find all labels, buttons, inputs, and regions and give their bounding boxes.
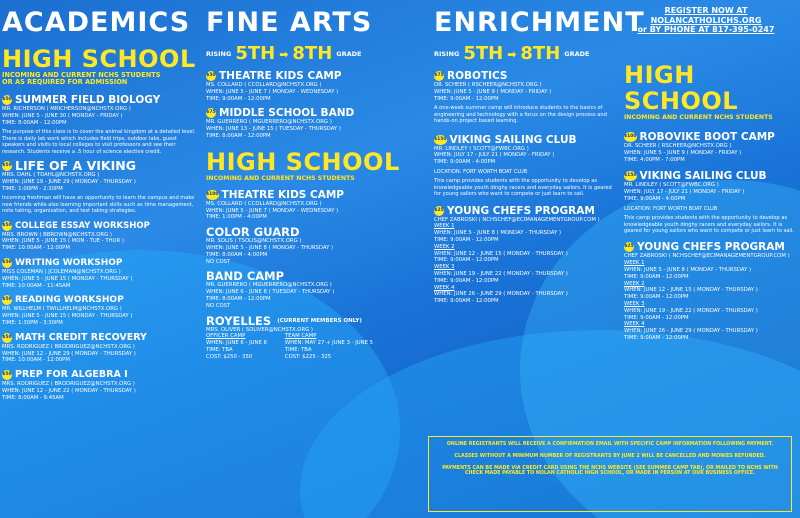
dates: WHEN: JUNE 5 - JUNE 8 ( MONDAY - THURSDAY ) xyxy=(434,230,562,237)
cost: COST: $225 - 325 xyxy=(284,353,332,360)
instructor: MS. COLLARD ( CCOLLARD@NCHSTX.ORG ) xyxy=(206,200,322,207)
course-block xyxy=(206,226,420,265)
course-name: ROBOTICS xyxy=(447,70,508,82)
course-name: THEATRE KIDS CAMP xyxy=(221,188,344,201)
course-title xyxy=(624,170,798,182)
instructor: CHEF ZABROSKI ( NCHSCHEF@ECIMANAGEMENTGROUP.COM ) xyxy=(624,253,790,260)
instructor: MRS. BROWN ( BBROWN@NCHSTX.ORG ) xyxy=(2,231,112,238)
course-block xyxy=(2,369,198,401)
course-title: BAND CAMP xyxy=(206,269,285,284)
instructor: MRS. OLIVER ( SOLIVER@NCHSTX.ORG ) xyxy=(206,326,313,333)
academics-column xyxy=(2,0,198,402)
dates: WHEN: MAY 27 + JUNE 3 - JUNE 5 xyxy=(284,340,374,347)
grade-from: 5TH xyxy=(235,43,276,64)
time: TIME: 1:30PM - 3:30PM xyxy=(2,320,63,326)
dates: WHEN: JUNE 5 - JUNE 9 ( MONDAY - FRIDAY ) xyxy=(624,149,742,156)
course-title xyxy=(206,70,420,82)
section-title: FINE ARTS xyxy=(206,7,373,38)
time: TIME: 8:00AM - 12:00PM xyxy=(206,295,271,302)
time: TIME: 9:00AM - 12:00PM xyxy=(624,273,689,280)
dates: WHEN: JUNE 19 - JUNE 29 ( MONDAY - THURSDAY ) xyxy=(2,178,136,185)
price-badge-icon: $100 xyxy=(206,190,219,200)
course-title xyxy=(2,332,198,344)
section-title: ACADEMICS xyxy=(2,7,191,38)
dates: WHEN: JUNE 5 - JUNE 30 ( MONDAY - FRIDAY ) xyxy=(2,112,123,119)
course-block xyxy=(434,134,620,198)
dates: WHEN: JUNE 19 - JUNE 22 ( MONDAY - THURSDAY ) xyxy=(434,271,568,277)
course-block xyxy=(206,315,420,361)
grade-label: GRADE xyxy=(336,50,362,58)
time: TIME: 8:00AM - 4:00PM xyxy=(206,251,268,258)
instructor: MR. RICHERSON ( MRICHERSON@NCHSTX.ORG ) xyxy=(2,106,131,112)
course-block xyxy=(206,107,420,139)
instructor: MISS COLEMAN ( JCOLEMAN@NCHSTX.ORG ) xyxy=(2,269,121,276)
cost: COST: $250 - 350 xyxy=(206,353,253,360)
course-title xyxy=(434,70,620,82)
course-title xyxy=(2,369,198,381)
time: TIME: 10:00AM - 12:00PM xyxy=(2,357,70,364)
grade-from: 5TH xyxy=(463,43,504,64)
description: This camp provides students with the opportunity to develop as knowledgeable youth dinghy racers and everyday sailors. It is geared for young sailors who want to compete or just learn to sail. xyxy=(434,178,612,198)
high-school-heading: HIGH SCHOOL xyxy=(206,147,400,176)
price-badge-icon: $25 xyxy=(624,242,634,252)
cost: NO COST xyxy=(206,258,231,265)
high-school-heading: HIGH SCHOOL xyxy=(2,45,196,73)
price-badge-icon: $25 xyxy=(434,206,444,216)
registration-info xyxy=(616,6,796,35)
price-badge-icon: $75 xyxy=(434,71,444,81)
time: TIME: 9:00AM - 4:00PM xyxy=(434,159,496,166)
description: This camp provides students with the opportunity to develop as knowledgeable youth dinghy racers and everyday sailors. It is geared for young sailors who want to compete or just learn to sail. xyxy=(624,215,794,234)
description: Incoming freshman will have an opportunity to learn the campus and make new friends while also learning important skills such as time management, note taking, organization, and test taking strategies. xyxy=(2,195,195,215)
time: TIME: 1:00PM - 4:00PM xyxy=(206,214,267,221)
course-name: YOUNG CHEFS PROGRAM xyxy=(447,204,595,217)
arrow-right-icon: ➡ xyxy=(507,47,517,61)
high-school-heading: HIGH SCHOOL xyxy=(624,61,739,115)
instructor: MS. COLLARD ( CCOLLARD@NCHSTX.ORG ) xyxy=(206,82,322,88)
price-badge-icon: $50 xyxy=(2,370,12,380)
course-name: YOUNG CHEFS PROGRAM xyxy=(637,241,785,254)
grade-to: 8TH xyxy=(292,43,333,64)
course-title xyxy=(206,107,420,119)
course-name: PREP FOR ALGEBRA I xyxy=(15,369,128,381)
week-label: WEEK 3 xyxy=(434,264,455,271)
notice-line: ONLINE REGISTRANTS WILL RECEIVE A CONFIRMATION EMAIL WITH SPECIFIC CAMP INFORMATION FOLLOWING PAYMENT. xyxy=(446,442,774,447)
week-label: WEEK 2 xyxy=(624,280,645,287)
description: The purpose of this class is to cover the animal kingdom at a detailed level. There is daily lab work which includes field trips, outdoor labs, guest speakers and visits to local colleges to visit professors and see their research. Students receive a .5 hour of science elective credit. xyxy=(2,129,196,155)
time: TIME: TBA xyxy=(206,346,233,353)
dates: WHEN: JUNE 5 - JUNE 8 ( MONDAY - THURSDAY ) xyxy=(624,267,752,273)
description: A one-week summer camp will introduce students to the basics of engineering and technology with a focus on the design process and hands-on project based learning. xyxy=(434,105,607,125)
course-name: VIKING SAILING CLUB xyxy=(449,133,577,146)
week-label: WEEK 4 xyxy=(624,321,645,328)
dates: WHEN: JUNE 13 - JUNE 15 ( TUESDAY - THURSDAY ) xyxy=(206,126,341,133)
course-name: WRITING WORKSHOP xyxy=(15,258,123,269)
time: TIME: 8:00AM - 12:00PM xyxy=(206,132,271,139)
week-label: WEEK 4 xyxy=(434,284,455,291)
grade-range xyxy=(206,44,420,64)
course-title xyxy=(206,189,420,201)
course-name: ROYELLES xyxy=(206,313,272,328)
price-badge-icon: $50 xyxy=(2,333,12,343)
time: TIME: 8:00AM - 12:00PM xyxy=(2,119,67,126)
dates: WHEN: JUNE 19 - JUNE 22 ( MONDAY - THURSDAY ) xyxy=(624,307,758,314)
instructor: DR. SCHEER ( RSCHEER@NCHSTX.ORG ) xyxy=(434,82,542,88)
course-title xyxy=(2,160,198,172)
week-label: WEEK 3 xyxy=(624,300,645,307)
hs-enrichment-column xyxy=(624,62,798,342)
instructor: MR. WILLHELM ( TWILLHELM@NCHSTX.ORG ) xyxy=(2,306,122,313)
register-phone-text: or BY PHONE AT 817-395-0247 xyxy=(637,25,775,34)
week-label: WEEK 1 xyxy=(434,223,455,230)
eligibility-subtitle: INCOMING AND CURRENT NCHS STUDENTS xyxy=(624,114,773,121)
price-badge-icon: $50 xyxy=(2,221,12,231)
dates: WHEN: JUNE 5 - JUNE 7 ( MONDAY - WEDNESDAY ) xyxy=(206,88,339,95)
section-title: ENRICHMENT xyxy=(434,7,645,38)
price-badge-icon: $50 xyxy=(2,161,12,171)
course-title xyxy=(2,94,198,106)
instructor: MR. GUERRERO ( MGUERRERO@NCHSTX.ORG ) xyxy=(206,282,332,289)
instructor: MR. LINDLEY ( SCOTT@FWBC.ORG ) xyxy=(624,182,719,189)
eligibility-subtitle: INCOMING AND CURRENT NCHS STUDENTS xyxy=(2,71,161,79)
week-label: WEEK 1 xyxy=(624,260,645,267)
instructor: MR. SOLIS ( TSOLIS@NCHSTX.ORG ) xyxy=(206,238,302,245)
dates: WHEN: JUNE 26 - JUNE 29 ( MONDAY - THURSDAY ) xyxy=(434,291,568,298)
instructor: CHEF ZABROSKI ( NCHSCHEF@ECIMANAGEMENTGROUP.COM ) xyxy=(434,216,600,223)
course-name: MIDDLE SCHOOL BAND xyxy=(219,107,355,120)
time: TIME: 9:00AM - 12:00PM xyxy=(624,314,689,321)
rising-label: RISING xyxy=(434,50,460,58)
course-note: (CURRENT MEMBERS ONLY) xyxy=(277,317,362,324)
course-block xyxy=(624,131,798,163)
course-title xyxy=(206,315,420,327)
team-camp xyxy=(285,333,373,360)
course-title xyxy=(2,257,198,269)
course-block xyxy=(624,170,798,234)
location: LOCATION: FORT WORTH BOAT CLUB xyxy=(624,205,718,212)
time: TIME: 9:00AM - 12:00PM xyxy=(434,237,499,244)
instructor: MR. GUERRERO ( MGUERRERO@NCHSTX.ORG ) xyxy=(206,119,332,126)
course-name: MATH CREDIT RECOVERY xyxy=(15,331,147,343)
course-title xyxy=(624,131,798,143)
instructor: DR. SCHEER ( RSCHEER@NCHSTX.ORG ) xyxy=(624,143,732,149)
time: TIME: 10:00AM - 12:00PM xyxy=(2,245,70,252)
course-title xyxy=(2,294,198,306)
time: TIME: 10:00AM - 11:45AM xyxy=(2,282,71,289)
course-name: VIKING SAILING CLUB xyxy=(639,170,767,183)
location: LOCATION: FORT WORTH BOAT CLUB xyxy=(434,169,528,175)
course-title: COLOR GUARD xyxy=(206,225,300,240)
dates: WHEN: JUNE 5 - JUNE 15 ( MONDAY - THURSDAY ) xyxy=(2,275,133,282)
course-name: ROBOVIKE BOOT CAMP xyxy=(639,131,775,143)
grade-label: GRADE xyxy=(564,50,590,58)
dates: WHEN: JUNE 6 - JUNE 8 xyxy=(206,340,267,347)
price-badge-icon: $50 xyxy=(2,95,12,105)
cost: NO COST xyxy=(206,302,231,309)
time: TIME: 8:00AM - 9:45AM xyxy=(2,394,64,401)
course-title xyxy=(434,205,620,217)
time: TIME: 9:00AM - 12:00PM xyxy=(624,334,689,341)
arrow-right-icon: ➡ xyxy=(279,47,289,61)
time: TIME: 9:00AM - 12:00PM xyxy=(434,257,499,264)
dates: WHEN: JUNE 26 - JUNE 29 ( MONDAY - THURSDAY ) xyxy=(624,328,758,335)
course-block xyxy=(434,70,620,125)
time: TIME: 9:00AM - 4:00PM xyxy=(624,195,686,202)
registration-notice-box xyxy=(428,436,792,512)
dates: WHEN: JUNE 12 - JUNE 29 ( MONDAY - THURSDAY ) xyxy=(2,350,136,357)
time: TIME: TBA xyxy=(284,346,312,353)
course-block xyxy=(206,270,420,309)
notice-line: CLASSES WITHOUT A MINIMUM NUMBER OF REGISTRANTS BY JUNE 2 WILL BE CANCELLED AND MONIES REFUNDED. xyxy=(454,453,766,459)
course-block xyxy=(206,189,420,221)
course-title xyxy=(434,134,620,146)
course-name: LIFE OF A VIKING xyxy=(15,158,136,174)
dates: WHEN: JULY 17 - JULY 21 ( MONDAY - FRIDAY ) xyxy=(434,152,555,159)
course-block xyxy=(434,205,620,305)
dates: WHEN: JUNE 12 - JUNE 15 ( MONDAY - THURSDAY ) xyxy=(434,250,568,257)
price-badge-icon: $50 xyxy=(2,295,12,305)
notice-line: PAYMENTS CAN BE MADE VIA CREDIT CARD USING THE NCHS WEBSITE (SEE SUMMER CAMP TAB), OR MAILED TO NCHS WITH CHECK MADE PAYABLE TO NOLAN CATHOLIC HIGH SCHOOL, OR MADE IN PERSON AT OUR BUSINESS OFFICE. xyxy=(442,465,778,477)
dates: WHEN: JUNE 5 - JUNE 15 ( MON - TUE - THUR ) xyxy=(2,238,124,245)
course-block xyxy=(2,257,198,289)
dates: WHEN: JUNE 6 - JUNE 8 ( TUESDAY - THURSDAY ) xyxy=(206,289,335,296)
course-block xyxy=(206,70,420,102)
time: TIME: 9:00AM - 12:00PM xyxy=(434,95,499,102)
time: TIME: 9:00AM - 12:00PM xyxy=(206,95,271,102)
grade-to: 8TH xyxy=(520,43,561,64)
dates: WHEN: JUNE 5 - JUNE 8 ( MONDAY - THURSDAY ) xyxy=(206,244,334,251)
course-block xyxy=(2,294,198,326)
instructor: MRS. RODRIGUEZ ( BRODRIGUEZ@NCHSTX.ORG ) xyxy=(2,381,135,388)
time: TIME: 9:00AM - 12:00PM xyxy=(434,277,499,284)
course-block xyxy=(2,94,198,155)
price-badge-icon: $75 xyxy=(206,108,216,118)
dates: WHEN: JUNE 5 - JUNE 7 ( MONDAY - WEDNESDAY ) xyxy=(206,207,339,214)
time: TIME: 9:00AM - 12:00PM xyxy=(434,298,499,305)
dates: WHEN: JUNE 5 - JUNE 9 ( MONDAY - FRIDAY ) xyxy=(434,88,552,95)
time: TIME: 1:00PM - 2:30PM xyxy=(2,185,63,192)
course-name: THEATRE KIDS CAMP xyxy=(219,70,342,82)
price-badge-icon: $50 xyxy=(206,71,216,81)
course-name: COLLEGE ESSAY WORKSHOP xyxy=(15,220,150,231)
officer-camp xyxy=(206,333,267,360)
rising-label: RISING xyxy=(206,50,232,58)
camp-options xyxy=(206,333,420,360)
instructor: MR. LINDLEY ( SCOTT@FWBC.ORG ) xyxy=(434,145,529,152)
course-title xyxy=(624,241,798,253)
course-block xyxy=(624,241,798,341)
dates: WHEN: JUNE 5 - JUNE 15 ( MONDAY - THURSDAY ) xyxy=(2,313,133,320)
course-block xyxy=(2,220,198,252)
dates: WHEN: JUNE 12 - JUNE 15 ( MONDAY - THURSDAY ) xyxy=(624,287,758,294)
register-url-link[interactable]: NOLANCATHOLICHS.ORG xyxy=(650,15,762,25)
eligibility-subtitle: INCOMING AND CURRENT NCHS STUDENTS xyxy=(206,174,355,182)
course-name: READING WORKSHOP xyxy=(15,295,124,306)
course-block xyxy=(2,160,198,215)
price-badge-icon: $100 xyxy=(624,132,637,142)
dates: WHEN: JUNE 12 - JUNE 22 ( MONDAY - THURSDAY ) xyxy=(2,387,136,394)
price-badge-icon: $150 xyxy=(434,135,447,145)
grade-range xyxy=(434,44,620,64)
fine-arts-column xyxy=(206,0,420,361)
dates: WHEN: JULY 17 - JULY 21 ( MONDAY - FRIDAY ) xyxy=(624,189,745,196)
week-label: WEEK 2 xyxy=(434,243,455,250)
time: TIME: 4:00PM - 7:00PM xyxy=(624,156,685,163)
course-name: SUMMER FIELD BIOLOGY xyxy=(15,94,161,106)
price-badge-icon: $50 xyxy=(2,258,12,268)
instructor: MRS. DAHL ( TDAHL@NCHSTX.ORG ) xyxy=(2,172,100,179)
eligibility-subtitle: OR AS REQUIRED FOR ADMISSION xyxy=(2,78,128,86)
course-title xyxy=(2,220,198,232)
camp-heading: TEAM CAMP xyxy=(284,333,317,340)
course-block xyxy=(2,332,198,364)
price-badge-icon: $150 xyxy=(624,171,637,181)
register-now-text: REGISTER NOW AT xyxy=(664,6,748,15)
instructor: MRS. RODRIGUEZ ( BRODRIGUEZ@NCHSTX.ORG ) xyxy=(2,343,135,350)
time: TIME: 9:00AM - 12:00PM xyxy=(624,294,689,301)
camp-heading: OFFICER CAMP xyxy=(206,333,246,340)
